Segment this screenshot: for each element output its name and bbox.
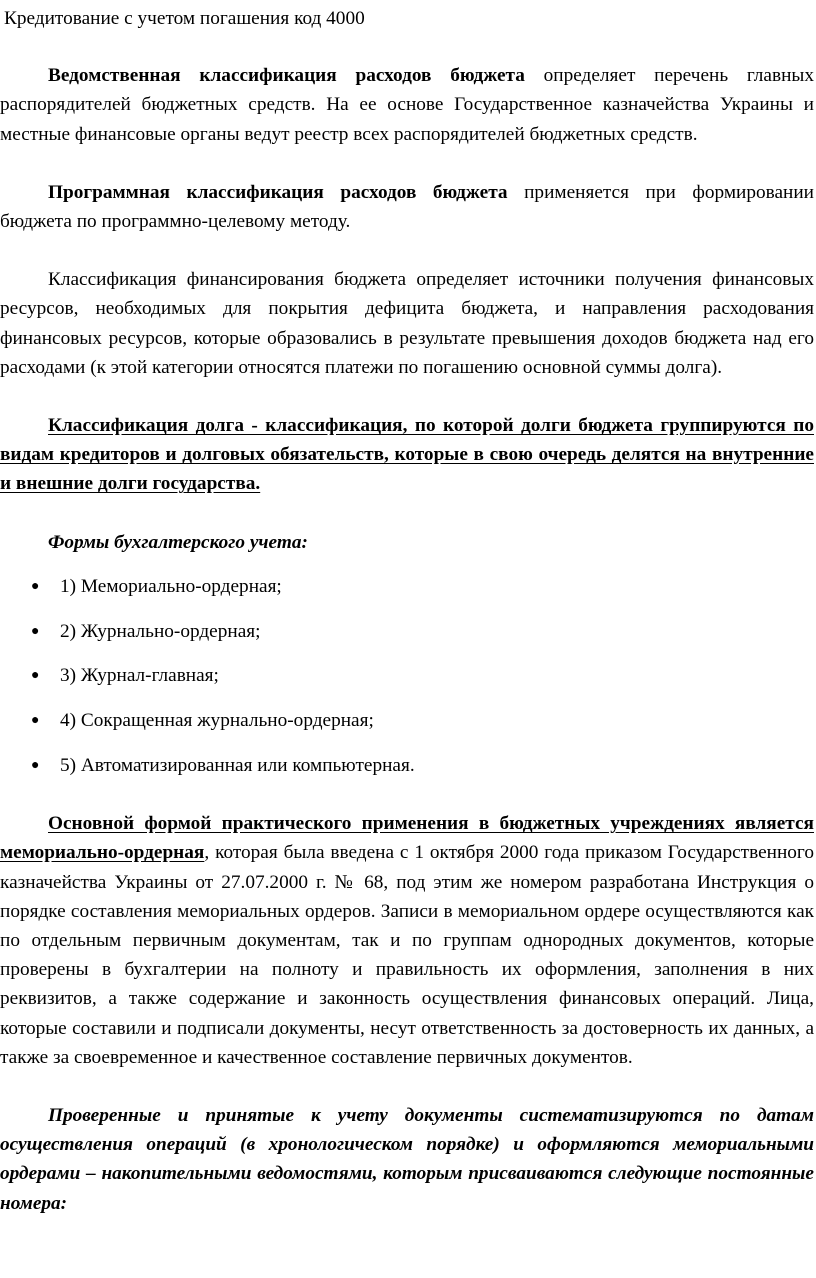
list-item [0, 751, 814, 780]
paragraph-program-classification [0, 178, 814, 236]
term-main-form: Основной формой практического применения в бюджетных учреждениях является мемориально-ордерная [0, 813, 814, 864]
list-item-text: 2) Журнально-ордерная; [60, 620, 261, 642]
bullet-icon: ● [31, 757, 40, 773]
list-item-text: 5) Автоматизированная или компьютерная. [60, 754, 415, 776]
list-item [0, 617, 814, 646]
term-departmental-classification: Ведомственная классификация расходов бюджета [48, 65, 525, 87]
forms-list [0, 572, 814, 780]
heading-line: Кредитование с учетом погашения код 4000 [4, 8, 365, 29]
paragraph-memorial-order-form [0, 809, 814, 1072]
list-item [0, 572, 814, 601]
bullet-icon: ● [31, 578, 40, 594]
paragraph-financing-classification: Классификация финансирования бюджета определяет источники получения финансовых ресурсов, необходимых для покрытия дефицита бюджета, и направления расходования финансовых ресурсов, которые образовались в результате превышения доходов бюджета над его расходами (к этой категории относятся платежи по погашению основной суммы долга). [0, 269, 814, 378]
paragraph-text: применяется при формировании бюджета по программно-целевому методу. [0, 181, 814, 233]
bullet-icon: ● [31, 713, 40, 729]
list-item [0, 661, 814, 690]
bullet-icon: ● [31, 623, 40, 639]
paragraph-text: определяет перечень главных распорядителей бюджетных средств. На ее основе Государственное казначейства Украины и местные финансовые органы ведут реестр всех распорядителей бюджетных средств. [0, 65, 814, 145]
list-item-text: 4) Сокращенная журнально-ордерная; [60, 710, 374, 732]
paragraph-document-systematization: Проверенные и принятые к учету документы систематизируются по датам осуществления операций (в хронологическом порядке) и оформляются мемориальными ордерами – накопительными ведомостями, которым присваиваются следующие постоянные номера: [0, 1104, 814, 1214]
term-program-classification: Программная классификация расходов бюджета [48, 181, 508, 203]
paragraph-departmental-classification [0, 61, 814, 149]
list-item [0, 706, 814, 735]
bullet-icon: ● [31, 668, 40, 684]
list-item-text: 1) Мемориально-ордерная; [60, 575, 282, 597]
paragraph-text: , которая была введена с 1 октября 2000 года приказом Государственного казначейства Украины от 27.07.2000 г. № 68, под этим же номером разработана Инструкция о порядке составления мемориальных ордеров. Записи в мемориальном ордере осуществляются как по отдельным первичным документам, так и по группам однородных документов, которые проверены в бухгалтерии на полноту и правильность их оформления, заполнения в них реквизитов, а также содержание и законность осуществления финансовых операций. Лица, которые составили и подписали документы, несут ответственность за достоверность их данных, а также за своевременное и качественное составление первичных документов. [0, 842, 814, 1068]
forms-title: Формы бухгалтерского учета: [48, 531, 308, 553]
list-item-text: 3) Журнал-главная; [60, 665, 219, 687]
paragraph-debt-classification: Классификация долга - классификация, по которой долги бюджета группируются по видам кредиторов и долговых обязательств, которые в свою очередь делятся на внутренние и внешние долги государства. [0, 415, 814, 495]
